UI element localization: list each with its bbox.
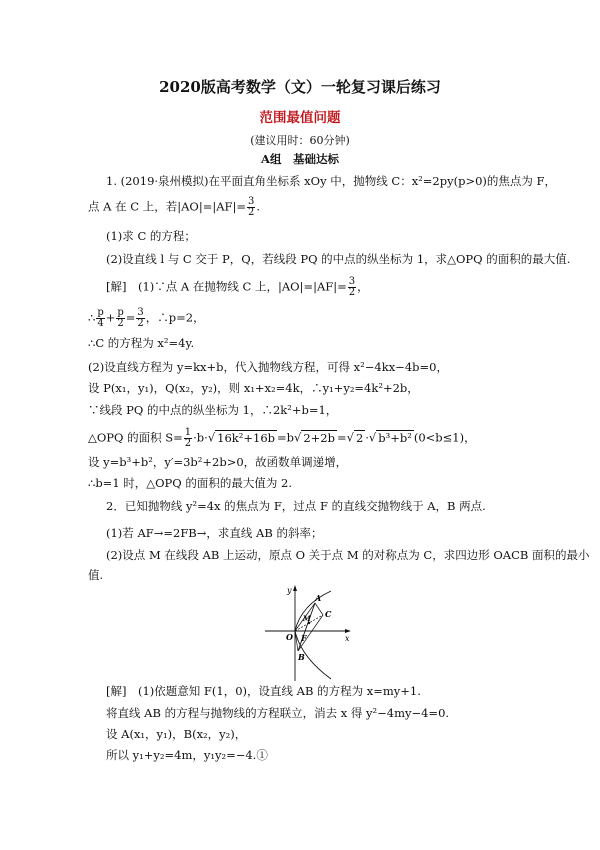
fraction: $\frac{p}{2}$ <box>117 307 124 329</box>
fraction: $\frac{1}{2}$ <box>184 427 192 449</box>
group-label: A组 基础达标 <box>261 152 339 166</box>
solution1-line4: (2)设直线方程为 y=kx+b，代入抛物线方程，可得 x²−4kx−4b=0， <box>88 360 448 374</box>
label-c: C <box>325 609 332 619</box>
solution1-line8: 设 y=b³+b²，y′=3b²+2b>0，故函数单调递增， <box>88 455 348 469</box>
solution1-line6: ∵线段 PQ 的中点的纵坐标为 1，∴2k²+b=1， <box>88 403 338 417</box>
fraction: $\frac{3}{2}$ <box>137 307 144 329</box>
section-title: 范围最值问题 <box>259 110 341 126</box>
page-title: 2020版高考数学（文）一轮复习课后练习 <box>159 78 441 96</box>
label-y: y <box>287 586 292 595</box>
solution2-line1: [解] (1)依题意知 F(1，0)，设直线 AB 的方程为 x=my+1. <box>106 684 421 698</box>
problem2-question2b: 值. <box>88 568 104 582</box>
problem2-line1: 2．已知抛物线 y²=4x 的焦点为 F，过点 F 的直线交抛物线于 A，B 两点. <box>106 499 486 513</box>
solution2-line4: 所以 y₁+y₂=4m，y₁y₂=−4.① <box>106 748 268 762</box>
segment-ob <box>295 631 298 651</box>
solution1-line9: ∴b=1 时，△OPQ 的面积的最大值为 2. <box>88 476 293 490</box>
line-ab <box>298 603 315 651</box>
label-x: x <box>345 634 350 643</box>
label-b: B <box>298 652 305 662</box>
fraction: $\frac{3}{2}$ <box>348 276 356 298</box>
time-hint: (建议用时：60分钟) <box>250 134 350 147</box>
problem2-question2a: (2)设点 M 在线段 AB 上运动，原点 O 关于点 M 的对称点为 C，求四边形 OACB 面积的最小 <box>106 548 590 562</box>
solution2-line3: 设 A(x₁，y₁)，B(x₂，y₂)， <box>106 727 247 741</box>
parabola-figure <box>265 583 355 683</box>
x-axis-arrow <box>345 629 351 633</box>
segment-ac <box>315 603 323 615</box>
label-f: F <box>301 633 307 643</box>
problem1-question1: (1)求 C 的方程； <box>106 229 196 243</box>
solution1-line7: △OPQ 的面积 S= $\frac{1}{2}$ ·b·√ 16k²+16b =b√ 2+2b =√ 2 ·√ b³+b² (0<b≤1)， <box>88 427 476 449</box>
problem1-line2: 点 A 在 C 上，若|AO|=|AF|= $\frac{3}{2}$ . <box>88 196 261 218</box>
solution1-line5: 设 P(x₁，y₁)，Q(x₂，y₂)，则 x₁+x₂=4k，∴y₁+y₂=4k²+2b， <box>88 381 419 395</box>
problem2-question1: (1)若 AF→=2FB→，求直线 AB 的斜率； <box>106 526 323 540</box>
fraction: $\frac{p}{4}$ <box>97 307 104 329</box>
y-axis-arrow <box>293 585 297 591</box>
problem1-line1: 1. (2019·泉州模拟)在平面直角坐标系 xOy 中，抛物线 C：x²=2py(p>0)的焦点为 F， <box>106 174 557 188</box>
solution2-line2: 将直线 AB 的方程与抛物线的方程联立，消去 x 得 y²−4my−4=0. <box>106 706 450 720</box>
label-o: O <box>286 632 293 642</box>
fraction: $\frac{3}{2}$ <box>248 196 255 218</box>
problem1-question2: (2)设直线 l 与 C 交于 P，Q，若线段 PQ 的中点的纵坐标为 1，求△OPQ 的面积的最大值. <box>106 252 571 266</box>
solution1-line1: [解] (1)∵点 A 在抛物线 C 上，|AO|=|AF|= $\frac{3}{2}$ ， <box>106 276 369 298</box>
solution1-line3: ∴C 的方程为 x²=4y. <box>88 336 195 350</box>
label-m: M <box>303 614 311 623</box>
solution1-line2: ∴ $\frac{p}{4}$ + $\frac{p}{2}$ = $\frac{3}{2}$ ，∴p=2， <box>88 307 205 329</box>
label-a: A <box>315 593 322 603</box>
